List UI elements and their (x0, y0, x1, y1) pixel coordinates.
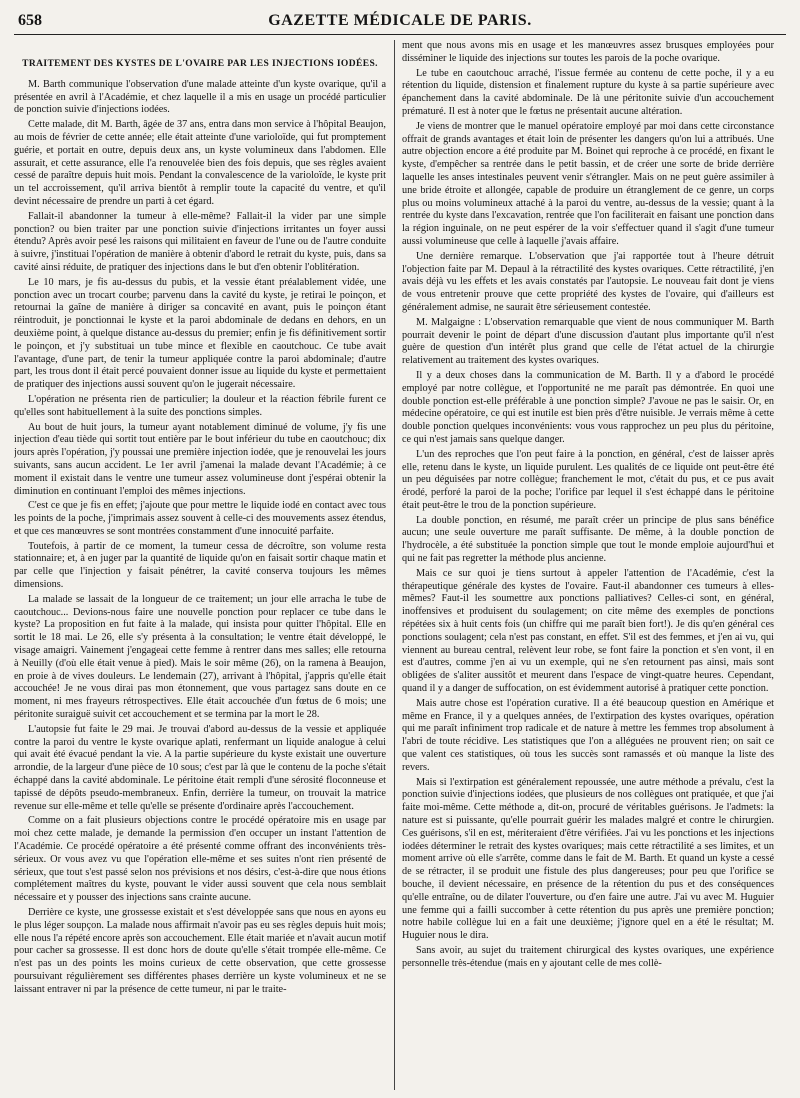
paragraph: La malade se lassait de la longueur de ce traitement; un jour elle arracha le tube de caoutchouc... Devions-nous faire une nouvelle ponction pour replacer ce tube dans le kyste? La proposition en fut faite à la malade, qui insista pour quitter l'hôpital. Elle en sortit le 18 mai. Le 26, elle s'y présenta à la consultation; le ventre était développé, le visage amaigri. Vainement j'engageai cette femme à rentrer dans mes salles; elle retourna à Neuilly (d'où elle était venue à pied). Mais le soir même (26), on la ramena à Beaujon, en proie à de vives douleurs. Le lendemain (27), arrivant à l'hôpital, j'appris qu'elle était accouchée! Je ne vous dirai pas mon étonnement, que vous partagez sans doute en ce moment, ni mes frayeurs rétrospectives. Elle était accouchée d'un fœtus de 6 mois; une péritonite suraiguë suivit cet accouchement et se termina par la mort le 28. (14, 593, 386, 721)
paragraph: Je viens de montrer que le manuel opératoire employé par moi dans cette circonstance offrait de grands avantages et était loin de présenter les dangers qu'on lui a attribués. Une autre objection encore a été produite par M. Boinet qui reproche à ce procédé, en fixant le kyste, d'empêcher sa rentrée dans le petit bassin, et de créer une sorte de bride derrière laquelle les anses intestinales peuvent venir s'étrangler. Mais on ne peut guère assimiler à une bride étroite et allongée, capable de produire un étranglement de ce genre, un corps plus ou moins volumineux attaché à la paroi du ventre, au-dessus de la vessie; quant à la rentrée du kyste dans l'excavation, rentrée que l'on faciliterait en faisant une ponction dans la région inguinale, on ne peut espérer de la voir s'effectuer quand il s'agit d'une tumeur aussi volumineuse que celle à laquelle j'avais affaire. (402, 120, 774, 247)
paragraph: La double ponction, en résumé, me paraît créer un principe de plus sans bénéfice aucun; une seule ouverture me paraît suffisante. De même, à la double ponction de l'hydrocèle, a été substituée la ponction simple que tout le monde emploie aujourd'hui et qui ne fait pas regretter la méthode plus ancienne. (402, 514, 774, 565)
journal-title: GAZETTE MÉDICALE DE PARIS. (268, 12, 532, 29)
paragraph: Le tube en caoutchouc arraché, l'issue fermée au contenu de cette poche, il y a eu rétention du liquide, distension et finalement rupture du kyste à sa partie supérieure avec épanchement dans la cavité abdominale. De là une péritonite suivie d'un accouchement prématuré. Il est à noter que le fœtus ne présentait aucune altération. (402, 67, 774, 117)
page-number: 658 (18, 12, 42, 29)
paragraph: C'est ce que je fis en effet; j'ajoute que pour mettre le liquide iodé en contact avec tous les points de la poche, j'imprimais assez souvent à celle-ci des mouvements assez étendus, et que ces manœuvres se sont montrées constamment d'une innocuité parfaite. (14, 500, 386, 537)
paragraph: M. Barth communique l'observation d'une malade atteinte d'un kyste ovarique, qu'il a présentée en avril à l'Académie, et chez laquelle il a mis en usage un procédé particulier de ponction suivie d'injections iodées. (14, 78, 386, 116)
paragraph: Une dernière remarque. L'observation que j'ai rapportée tout à l'heure détruit l'objection faite par M. Depaul à la rétractilité des kystes ovariques. Cette rétractilité, j'en avais déjà vu les effets et les avais constatés par l'autopsie. Le nouveau fait dont je viens de vous entretenir prouve que cette propriété des kystes de l'ovaire, qui d'ailleurs est généralement admise, ne saurait être sérieusement contestée. (402, 250, 774, 313)
column-divider (394, 40, 395, 1090)
paragraph: L'opération ne présenta rien de particulier; la douleur et la réaction fébrile furent ce qu'elles sont habituellement à la suite des ponctions simples. (14, 393, 386, 418)
paragraph: L'autopsie fut faite le 29 mai. Je trouvai d'abord au-dessus de la vessie et appliquée contre la paroi du ventre le kyste ovarique aplati, renfermant un liquide analogue à celui qui avait été évacué pendant la vie. A la partie supérieure du kyste existait une ouverture arrondie, de la largeur d'une pièce de 10 sous; c'est par là que le contenu de la poche s'était échappé dans la cavité abdominale. Le péritoine était rempli d'une sérosité floconneuse et tapissé de dépôts pseudo-membraneux. Enfin, derrière la tumeur, on trouvait la matrice revenue sur elle-même et telle qu'elle se présente d'ordinaire après l'accouchement. (14, 723, 386, 812)
paragraph: Fallait-il abandonner la tumeur à elle-même? Fallait-il la vider par une simple ponction? ou bien traiter par une ponction suivie d'injections irritantes un foyer aussi étendu? Après avoir pesé les raisons qui militaient en faveur de l'une ou de l'autre conduite à suivre, j'instituai l'opération de manière à obtenir d'abord le retrait du kyste, puis, dans sa cavité ainsi réduite, de pratiquer des injections dans le but d'en obtenir l'oblitération. (14, 210, 386, 273)
section-title: TRAITEMENT DES KYSTES DE L'OVAIRE PAR LES INJECTIONS IODÉES. (22, 59, 378, 69)
paragraph: Le 10 mars, je fis au-dessus du pubis, et la vessie étant préalablement vidée, une ponction avec un trocart courbe; parvenu dans la cavité du kyste, je retirai le poinçon, et retournai la gaîne de manière à diriger sa concavité en avant, puis le poinçon étant réintroduit, je ponctionnai le kyste et la paroi abdominale de dedans en dehors, en un deuxième point, à quelque distance au-dessus du premier; enfin je fis définitivement sortir le poinçon, et j'y substituai un tube mince et flexible en caoutchouc. Ce tube avait l'avantage, d'une part, de tenir la tumeur appliquée contre la paroi abdominale; d'autre part, les trous dont il était percé pouvaient donner issue au liquide du kyste et permettaient de pratiquer des injections aussi souvent qu'on le jugerait nécessaire. (14, 276, 386, 391)
paragraph: M. Malgaigne : L'observation remarquable que vient de nous communiquer M. Barth pourrait devenir le point de départ d'une discussion d'autant plus importante qu'il n'est guère de question d'un intérêt plus grand que celle de l'état actuel de la chirurgie relativement au traitement des kystes ovariques. (402, 316, 774, 367)
paragraph: Mais ce sur quoi je tiens surtout à appeler l'attention de l'Académie, c'est la thérapeutique générale des kystes de l'ovaire. Faut-il abandonner ces tumeurs à elles-mêmes? Faut-il les soumettre aux ponctions palliatives? Celles-ci sont, en général, inoffensives et produisent du soulagement; on cite même des exemples de ponctions répétées six à huit cents fois (un chiffre qui me paraît bien fort!). Je dis qu'en général ces ponctions soulagent; cela n'est pas constant, en effet. S'il est des femmes, et j'en ai vu, qui viennent au bureau central, relèvent leur robe, se font faire la ponction et s'en vont, il en est d'autres, comme j'en ai vu un exemple, qui ne s'en retournent pas ainsi, mais sont obligées de s'aliter aussitôt et meurent dans l'espace de vingt-quatre heures. Cependant, quand il y a danger de suffocation, on est évidemment autorisé à pratiquer cette ponction. (402, 567, 774, 695)
paragraph: Au bout de huit jours, la tumeur ayant notablement diminué de volume, j'y fis une injection d'eau tiède qui sortit tout entière par le bout inférieur du tube en caoutchouc; dix jours après l'opération, j'y poussai une première injection iodée, que je renouvelai les jours suivants, sans aucun accident. Le 1er avril j'amenai la malade devant l'Académie; à ce moment il existait dans le ventre une tumeur assez volumineuse dont j'espérai obtenir la diminution en continuant l'emploi des mêmes injections. (14, 421, 386, 497)
paragraph: ment que nous avons mis en usage et les manœuvres assez brusques employées pour disséminer le liquide des injections sur toutes les parois de la poche ovarique. (402, 40, 774, 64)
paragraph: Il y a deux choses dans la communication de M. Barth. Il y a d'abord le procédé employé par notre collègue, et l'opportunité ne me paraît pas démontrée. En quoi une double ponction est-elle préférable à une ponction simple? J'avoue ne pas le saisir. Or, en médecine opératoire, ce qui est inutile est bien près d'être nuisible. Je verrais même à cette double ponction quelques inconvénients: vous vous rapprochez un peu plus du péritoine, ce qui n'est jamais sans quelque danger. (402, 369, 774, 445)
paragraph: Sans avoir, au sujet du traitement chirurgical des kystes ovariques, une expérience personnelle très-étendue (mais en y ajoutant celle de mes collè- (402, 944, 774, 969)
left-column (14, 40, 386, 1090)
paragraph: Comme on a fait plusieurs objections contre le procédé opératoire mis en usage par moi chez cette malade, je demande la permission d'en occuper un instant l'attention de l'Académie. Ce procédé opératoire a été présenté comme offrant des inconvénients très-sérieux. Or vous avez vu que l'opération elle-même et ses suites n'ont rien présenté de sérieux, que tout s'est passé selon nos prévisions et nos désirs, c'est-à-dire que nous étions complétement maîtres du kyste, pouvant le vider aussi souvent que cela nous semblait nécessaire et y pousser des injections sans crainte aucune. (14, 815, 386, 904)
right-column (402, 40, 774, 1090)
paragraph: Cette malade, dit M. Barth, âgée de 37 ans, entra dans mon service à l'hôpital Beaujon, au mois de février de cette année; elle était atteinte d'une varioloïde, qui fut promptement guérie, et portait en outre, depuis deux ans, un kyste volumineux dans l'abdomen. Elle assurait, et cette assurance, elle l'a renouvelée bien des fois depuis, que ses règles avaient cessé de paraître depuis huit mois. Pendant la convalescence de la varioloïde, le kyste prit un tel accroissement, qu'il arriva bientôt à remplir toute la capacité du ventre, et qu'il devint nécessaire de prendre un parti à cet égard. (14, 119, 386, 207)
page-header (14, 12, 786, 35)
paragraph: Derrière ce kyste, une grossesse existait et s'est développée sans que nous en ayons eu le plus léger soupçon. La malade nous affirmait n'avoir pas eu ses règles depuis huit mois; elle nous l'a répété encore après son accouchement. Elle était mariée et n'avait aucun motif pour cacher sa grossesse. Il est donc hors de doute qu'elle s'était trompée elle-même. Ce n'est pas un des points les moins curieux de cette observation, que cette grossesse poursuivant régulièrement ses différentes phases derrière un kyste volumineux et ne se laissant entraver ni par la présence de cette tumeur, ni par le traite- (14, 907, 386, 995)
paragraph: Mais si l'extirpation est généralement repoussée, une autre méthode a prévalu, c'est la ponction suivie d'injections iodées, que plusieurs de nos collègues ont pratiquée, et que j'ai faite moi-même. Cette méthode a, dit-on, procuré de véritables guérisons. Je l'admets: la nature est si puissante, qu'elle pourrait guérir les malades malgré et contre le chirurgien. Ces guérisons, s'il en est, mériteraient d'être vérifiées. J'ai vu les ponctions et les injections iodées déterminer le retrait des kystes ovariques; mais cette rétractilité a ses limites, et un moment arrive où elle s'arrête, comme dans le fait de M. Barth. Et quand un kyste a cessé de se rétracter, il se produit une fistule des plus dangereuses; pour peu que l'orifice se bouche, il devient nécessaire, en présence de la rétention du pus et des conséquences qu'elle entraîne, ou de dilater l'ouverture, ou d'en faire une autre. J'ai vu avec M. Huguier une femme qui a failli succomber à cette rétention du pus après une première ponction; notre habile collègue lui en a fait une deuxième; j'ignore quel en a été le résultat; M. Huguier nous le dira. (402, 776, 774, 942)
paragraph: Mais autre chose est l'opération curative. Il a été beaucoup question en Amérique et même en France, il y a quelques années, de l'extirpation des kystes ovariques, opération qui me paraît infiniment trop radicale et de nature à mettre les femmes trop absolument à l'abri de toute récidive. Les statistiques que l'on a alléguées ne prouvent rien; on sait ce que valent ces statistiques, où tous les succès sont ramassés et où manque la liste des revers. (402, 697, 774, 773)
paragraph: Toutefois, à partir de ce moment, la tumeur cessa de décroître, son volume resta stationnaire; et, à en juger par la quantité de liquide qu'on en faisait sortir chaque matin et par celle que l'injection y faisait pénétrer, la cavité conserva toujours les mêmes dimensions. (14, 540, 386, 591)
paragraph: L'un des reproches que l'on peut faire à la ponction, en général, c'est de laisser après elle, retenu dans le kyste, un liquide purulent. Les qualités de ce liquide ont peut-être été un peu déguisées par notre collègue; franchement le mot, c'était du pus, et ce pus avait érodé, perforé la paroi de la poche; l'orifice par lequel il s'est échappé dans le péritoine était peut-être le trou de la ponction supérieure. (402, 448, 774, 511)
